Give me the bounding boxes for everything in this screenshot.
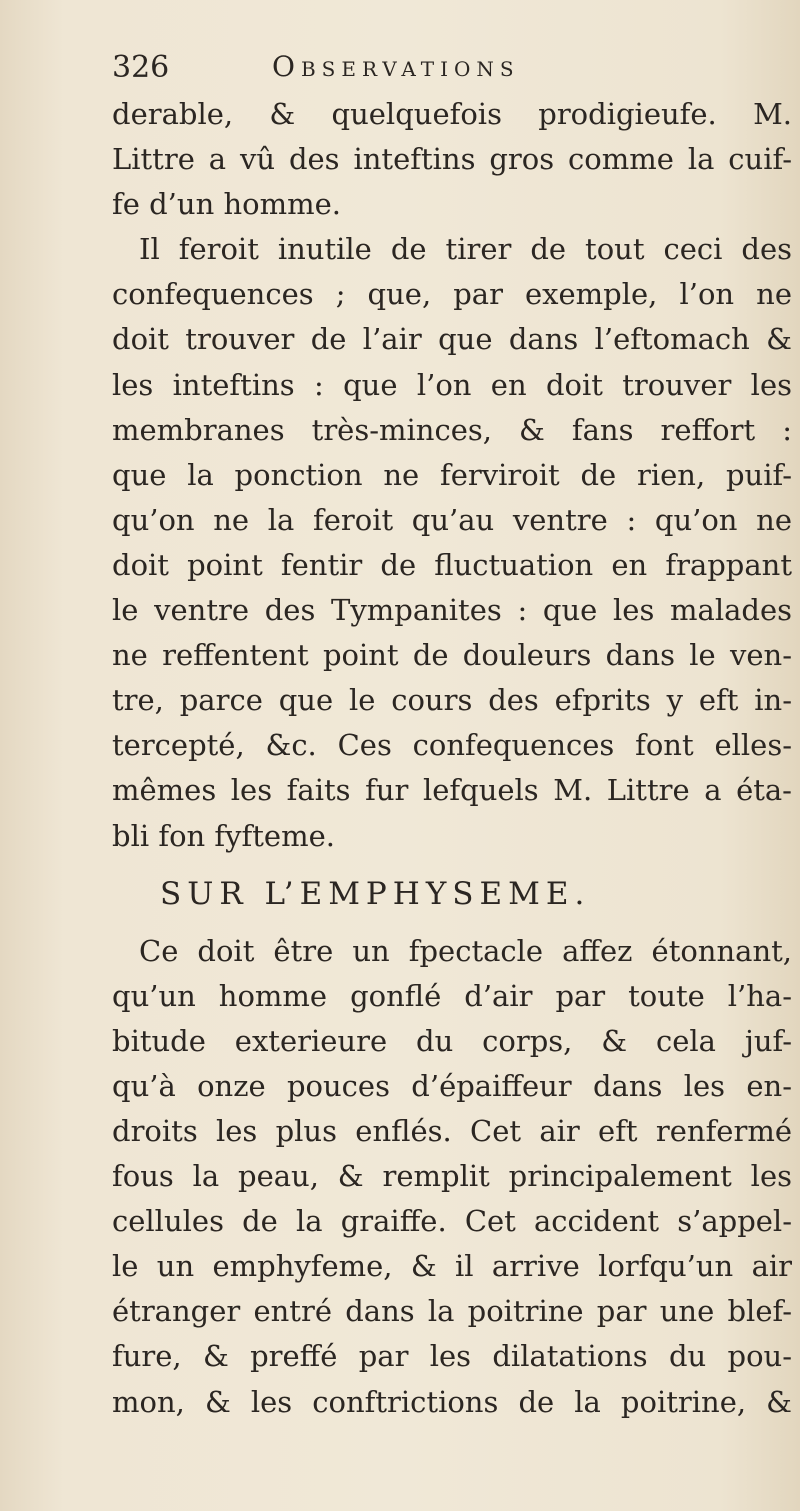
paragraph-2 (112, 227, 792, 858)
body-text (112, 92, 792, 1425)
text-line: qu’un homme gonflé d’air par toute l’ha- (112, 978, 792, 1013)
text-line: les inteftins : que l’on en doit trouver les (112, 367, 792, 402)
text-line: mon, & les conftrictions de la poitrine, & (112, 1384, 792, 1419)
text-line: membranes très-minces, & fans reffort : (112, 412, 792, 447)
text-line: le ventre des Tympanites : que les malades (112, 593, 792, 628)
paragraph-3 (112, 929, 792, 1425)
text-line: fous la peau, & remplit principalement les (112, 1159, 792, 1194)
section-heading: SUR L’EMPHYSEME. (160, 875, 591, 912)
text-line: mêmes les faits fur lefquels M. Littre a éta- (112, 773, 792, 808)
running-head (112, 50, 712, 90)
text-line: confequences ; que, par exemple, l’on ne (112, 277, 792, 312)
text-line: bitude exterieure du corps, & cela juf- (112, 1023, 792, 1058)
paragraph-1 (112, 92, 792, 227)
text-line: Littre a vû des inteftins gros comme la cuif- (112, 142, 792, 177)
text-line: ne reffentent point de douleurs dans le ven- (112, 638, 792, 673)
text-line: droits les plus enflés. Cet air eft renfermé (112, 1113, 792, 1148)
text-line: le un emphyfeme, & il arrive lorfqu’un air (112, 1249, 792, 1284)
text-line: tercepté, &c. Ces confequences font elles- (112, 728, 792, 763)
page-number: 326 (112, 50, 170, 85)
text-line: derable, & quelquefois prodigieufe. M. (112, 97, 792, 131)
text-line: qu’on ne la feroit qu’au ventre : qu’on ne (112, 502, 792, 537)
text-line: tre, parce que le cours des efprits y eft in- (112, 683, 792, 718)
text-line: qu’à onze pouces d’épaiffeur dans les en- (112, 1068, 792, 1103)
text-line: cellules de la graiffe. Cet accident s’appel- (112, 1204, 792, 1239)
text-line: doit trouver de l’air que dans l’eftomach & (112, 322, 792, 357)
text-line: bli fon fyfteme. (112, 818, 335, 853)
text-line: doit point fentir de fluctuation en frappant (112, 547, 792, 582)
text-line: Il feroit inutile de tirer de tout ceci des (139, 232, 792, 267)
text-line: fe d’un homme. (112, 187, 341, 222)
text-line: Ce doit être un fpectacle affez étonnant, (139, 933, 792, 968)
text-line: étranger entré dans la poitrine par une blef- (112, 1294, 792, 1329)
text-line: fure, & preffé par les dilatations du pou- (112, 1339, 792, 1374)
running-title: Observations (272, 50, 520, 83)
text-line: que la ponction ne ferviroit de rien, puif- (112, 457, 792, 492)
